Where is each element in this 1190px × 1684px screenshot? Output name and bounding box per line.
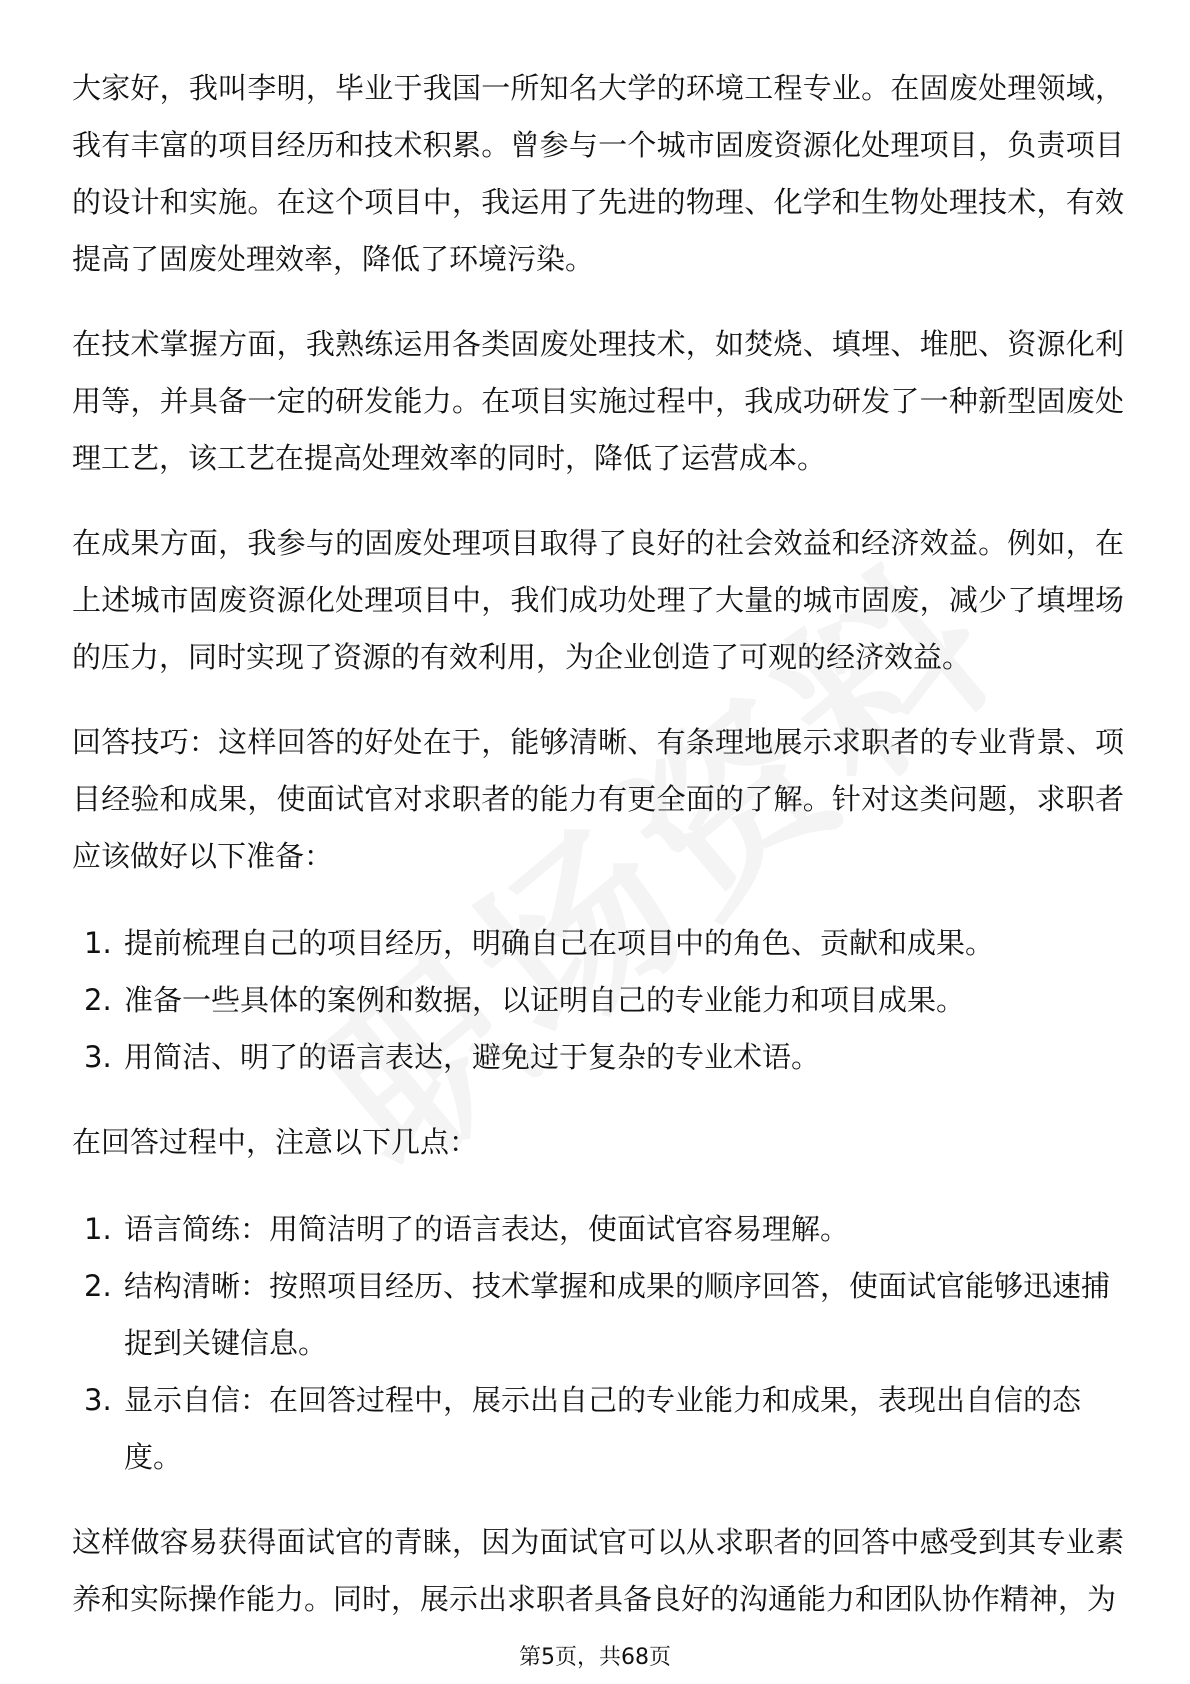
list-item-text: 准备一些具体的案例和数据，以证明自己的专业能力和项目成果。 xyxy=(124,983,966,1017)
list-number: 2. xyxy=(84,1269,112,1303)
page-number: 第5页，共68页 xyxy=(519,1645,671,1670)
paragraph-intro: 大家好，我叫李明，毕业于我国一所知名大学的环境工程专业。在固废处理领域，我有丰富的项目经历和技术积累。曾参与一个城市固废资源化处理项目，负责项目的设计和实施。在这个项目中，我运用了先进的物理、化学和生物处理技术，有效提高了固废处理效率，降低了环境污染。 xyxy=(72,71,1124,276)
list-number: 1. xyxy=(84,926,112,960)
list-item-text: 显示自信：在回答过程中，展示出自己的专业能力和成果，表现出自信的态度。 xyxy=(124,1383,1082,1474)
list-item xyxy=(72,972,1124,1029)
list-item-text: 语言简练：用简洁明了的语言表达，使面试官容易理解。 xyxy=(124,1212,850,1246)
list-number: 1. xyxy=(84,1212,112,1246)
list-item-text: 提前梳理自己的项目经历，明确自己在项目中的角色、贡献和成果。 xyxy=(124,926,995,960)
list-number: 3. xyxy=(84,1383,112,1417)
list-item-text: 用简洁、明了的语言表达，避免过于复杂的专业术语。 xyxy=(124,1040,821,1074)
paragraph-answer-tips: 回答技巧：这样回答的好处在于，能够清晰、有条理地展示求职者的专业背景、项目经验和成果，使面试官对求职者的能力有更全面的了解。针对这类问题，求职者应该做好以下准备： xyxy=(72,725,1124,873)
page-content xyxy=(72,60,1124,1628)
list-item xyxy=(72,1029,1124,1086)
list-number: 3. xyxy=(84,1040,112,1074)
paragraph-notes-intro: 在回答过程中，注意以下几点： xyxy=(72,1125,479,1159)
list-item xyxy=(72,1258,1124,1372)
list-item xyxy=(72,1372,1124,1486)
paragraph-achievements: 在成果方面，我参与的固废处理项目取得了良好的社会效益和经济效益。例如，在上述城市固废资源化处理项目中，我们成功处理了大量的城市固废，减少了填埋场的压力，同时实现了资源的有效利用，为企业创造了可观的经济效益。 xyxy=(72,526,1124,674)
paragraph-technical-skills: 在技术掌握方面，我熟练运用各类固废处理技术，如焚烧、填埋、堆肥、资源化利用等，并具备一定的研发能力。在项目实施过程中，我成功研发了一种新型固废处理工艺，该工艺在提高处理效率的同时，降低了运营成本。 xyxy=(72,327,1124,475)
list-number: 2. xyxy=(84,983,112,1017)
list-item-text: 结构清晰：按照项目经历、技术掌握和成果的顺序回答，使面试官能够迅速捕捉到关键信息。 xyxy=(124,1269,1111,1360)
notes-list xyxy=(72,1201,1124,1486)
preparation-list xyxy=(72,915,1124,1086)
list-item xyxy=(72,915,1124,972)
paragraph-closing: 这样做容易获得面试官的青睐，因为面试官可以从求职者的回答中感受到其专业素养和实际操作能力。同时，展示出求职者具备良好的沟通能力和团队协作精神，为 xyxy=(72,1525,1124,1616)
list-item xyxy=(72,1201,1124,1258)
